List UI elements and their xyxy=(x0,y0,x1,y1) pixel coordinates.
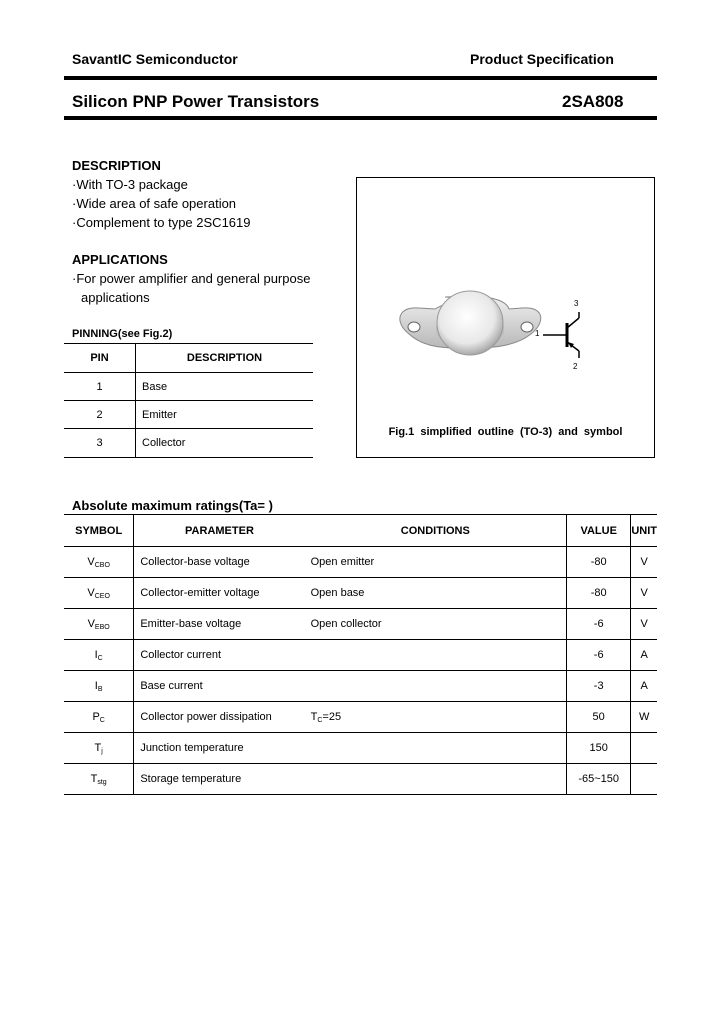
symbol-subscript: stg xyxy=(97,778,107,786)
symbol-subscript: EBO xyxy=(94,623,110,631)
symbol-letter: I xyxy=(94,648,98,661)
conditions-text: =25 xyxy=(322,710,342,723)
symbol-letter: V xyxy=(87,555,95,568)
figure-caption: Fig.1 simplified outline (TO-3) and symbol xyxy=(388,426,623,438)
unit-col-header: UNIT xyxy=(631,524,657,537)
symbol-letter: V xyxy=(87,617,95,630)
symbol-pin-emitter: 2 xyxy=(573,362,578,371)
unit-cell: V xyxy=(640,556,648,568)
conditions-text: T xyxy=(310,710,318,723)
symbol-subscript: B xyxy=(97,685,103,693)
symbol-subscript: j xyxy=(101,747,103,755)
value-cell: 50 xyxy=(567,702,631,733)
symbol-col-header: SYMBOL xyxy=(64,515,134,547)
symbol-cell xyxy=(64,671,134,702)
conditions-text: Open emitter xyxy=(310,555,375,568)
part-number: 2SA808 xyxy=(562,92,624,111)
pin-number: 3 xyxy=(64,429,136,458)
conditions-cell xyxy=(305,702,567,733)
parameter-cell: Emitter-base voltage xyxy=(140,618,242,630)
value-cell: -6 xyxy=(567,640,631,671)
table-row xyxy=(64,578,657,609)
product-line: Silicon PNP Power Transistors xyxy=(72,92,320,111)
unit-cell: W xyxy=(638,711,650,723)
value-cell: -3 xyxy=(567,671,631,702)
pin-description: Collector xyxy=(142,437,186,449)
company-name: SavantIC Semiconductor xyxy=(72,51,238,67)
pin-number: 2 xyxy=(64,401,136,429)
conditions-col-header: CONDITIONS xyxy=(305,515,567,547)
conditions-cell xyxy=(305,609,567,640)
symbol-subscript: C xyxy=(97,654,103,662)
pinning-heading: PINNING(see Fig.2) xyxy=(72,328,173,340)
header-rule-top xyxy=(64,76,657,80)
parameter-col-header: PARAMETER xyxy=(185,524,254,537)
symbol-letter: T xyxy=(90,772,98,785)
table-row xyxy=(64,702,657,733)
pin-number: 1 xyxy=(64,373,136,401)
symbol-cell xyxy=(64,578,134,609)
pin-description: Base xyxy=(142,380,168,393)
symbol-subscript: CBO xyxy=(94,561,110,569)
symbol-cell xyxy=(64,609,134,640)
symbol-pin-collector: 3 xyxy=(574,299,579,308)
conditions-cell xyxy=(305,547,567,578)
conditions-cell xyxy=(305,764,567,795)
unit-cell: V xyxy=(640,618,648,630)
ratings-table xyxy=(64,514,657,795)
symbol-cell xyxy=(64,547,134,578)
value-cell: -80 xyxy=(567,578,631,609)
conditions-cell xyxy=(305,640,567,671)
pin-description: Emitter xyxy=(142,408,177,421)
applications-line: applications xyxy=(81,290,150,305)
conditions-cell xyxy=(305,578,567,609)
symbol-cell xyxy=(64,640,134,671)
unit-cell xyxy=(631,733,657,764)
table-row xyxy=(64,764,657,795)
parameter-cell: Collector power dissipation xyxy=(140,711,272,723)
value-col-header: VALUE xyxy=(567,515,631,547)
conditions-text: Open collector xyxy=(310,617,382,630)
parameter-cell: Base current xyxy=(140,680,203,692)
pinning-table xyxy=(64,343,313,458)
symbol-pin-base: 1 xyxy=(535,329,540,338)
unit-cell xyxy=(631,764,657,795)
description-item: ·Wide area of safe operation xyxy=(72,196,237,211)
parameter-cell: Collector current xyxy=(140,649,222,661)
symbol-subscript: CEO xyxy=(94,592,110,600)
parameter-cell: Collector-base voltage xyxy=(140,556,250,568)
pin-col-header: PIN xyxy=(64,344,136,373)
symbol-cell xyxy=(64,733,134,764)
desc-col-header: DESCRIPTION xyxy=(186,352,263,364)
parameter-cell: Storage temperature xyxy=(140,773,242,785)
symbol-cell xyxy=(64,702,134,733)
description-item: ·With TO-3 package xyxy=(72,177,188,192)
header-rule-bottom xyxy=(64,116,657,120)
unit-cell: A xyxy=(640,680,648,692)
table-row xyxy=(64,429,313,458)
symbol-cell xyxy=(64,764,134,795)
value-cell: -80 xyxy=(567,547,631,578)
unit-cell: A xyxy=(640,649,648,661)
table-row xyxy=(64,547,657,578)
table-row xyxy=(64,671,657,702)
conditions-text: Open base xyxy=(310,586,365,599)
ratings-heading: Absolute maximum ratings(Ta= ) xyxy=(72,498,273,513)
parameter-cell: Junction temperature xyxy=(140,742,244,754)
applications-heading: APPLICATIONS xyxy=(72,252,168,267)
pnp-transistor-symbol xyxy=(357,178,654,457)
conditions-cell xyxy=(305,733,567,764)
applications-line: ·For power amplifier and general purpose xyxy=(72,271,311,286)
unit-cell: V xyxy=(640,587,648,599)
conditions-subscript: C xyxy=(317,716,323,724)
symbol-letter: T xyxy=(94,741,102,754)
table-row xyxy=(64,733,657,764)
symbol-letter: V xyxy=(87,586,95,599)
symbol-letter: P xyxy=(92,710,100,723)
description-item: ·Complement to type 2SC1619 xyxy=(72,215,251,230)
value-cell: 150 xyxy=(567,733,631,764)
conditions-cell xyxy=(305,671,567,702)
doc-type: Product Specification xyxy=(470,51,614,67)
parameter-cell: Collector-emitter voltage xyxy=(140,587,260,599)
value-cell: -65~150 xyxy=(567,764,631,795)
table-row xyxy=(64,373,313,401)
description-heading: DESCRIPTION xyxy=(72,158,161,173)
table-row xyxy=(64,401,313,429)
value-cell: -6 xyxy=(567,609,631,640)
figure-box xyxy=(356,177,655,458)
symbol-subscript: C xyxy=(99,716,105,724)
table-row xyxy=(64,609,657,640)
table-row xyxy=(64,640,657,671)
symbol-letter: I xyxy=(94,679,98,692)
